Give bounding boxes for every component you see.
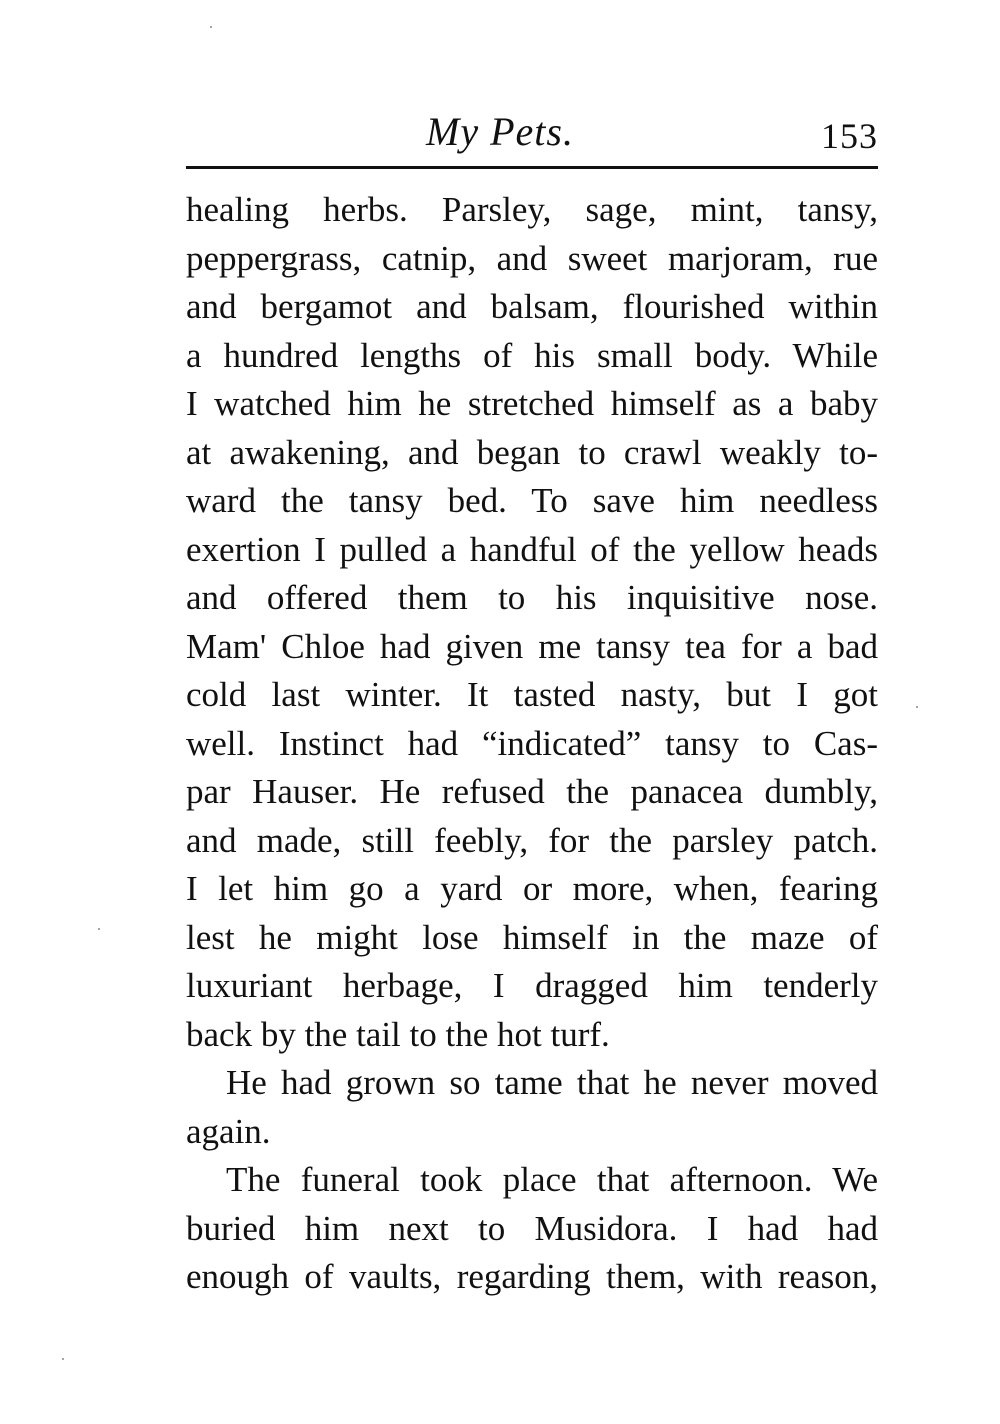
text-line: par Hauser. He refused the panacea dumbly,	[186, 772, 878, 811]
text-line: and made, still feebly, for the parsley patch.	[186, 820, 878, 860]
text-line: peppergrass, catnip, and sweet marjoram, rue	[186, 238, 878, 278]
text-line: again.	[186, 1111, 271, 1151]
paragraph-2	[186, 1059, 878, 1156]
text-line: healing herbs. Parsley, sage, mint, tansy,	[186, 190, 878, 229]
scan-speck	[210, 26, 212, 28]
text-line: and bergamot and balsam, flourished within	[186, 287, 878, 326]
text-line: luxuriant herbage, I dragged him tenderly	[186, 966, 878, 1005]
paragraph-1	[186, 186, 878, 1059]
text-line: at awakening, and began to crawl weakly to-	[186, 432, 878, 472]
text-line: cold last winter. It tasted nasty, but I got	[186, 675, 878, 714]
text-line: well. Instinct had “indicated” tansy to Cas-	[186, 723, 878, 763]
text-line: and offered them to his inquisitive nose.	[186, 578, 878, 617]
text-line: Mam' Chloe had given me tansy tea for a bad	[186, 626, 878, 666]
text-line: lest he might lose himself in the maze of	[186, 917, 878, 957]
text-line: He had grown so tame that he never moved	[226, 1063, 878, 1102]
body-text	[186, 186, 878, 1302]
scan-speck	[916, 706, 918, 708]
running-header-title: My Pets.	[426, 109, 574, 154]
paragraph-3	[186, 1156, 878, 1302]
scan-speck	[62, 1358, 64, 1360]
text-line: The funeral took place that afternoon. We	[226, 1160, 878, 1199]
text-line: back by the tail to the hot turf.	[186, 1014, 610, 1054]
text-line: I watched him he stretched himself as a baby	[186, 384, 878, 423]
text-line: exertion I pulled a handful of the yellow heads	[186, 529, 878, 569]
page-number: 153	[821, 116, 878, 156]
text-line: buried him next to Musidora. I had had	[186, 1208, 878, 1248]
text-line: I let him go a yard or more, when, fearing	[186, 869, 878, 908]
text-line: ward the tansy bed. To save him needless	[186, 481, 878, 520]
text-line: a hundred lengths of his small body. While	[186, 335, 878, 375]
text-line: enough of vaults, regarding them, with reason,	[186, 1257, 878, 1296]
scan-speck	[98, 928, 100, 930]
header-rule	[186, 166, 878, 169]
